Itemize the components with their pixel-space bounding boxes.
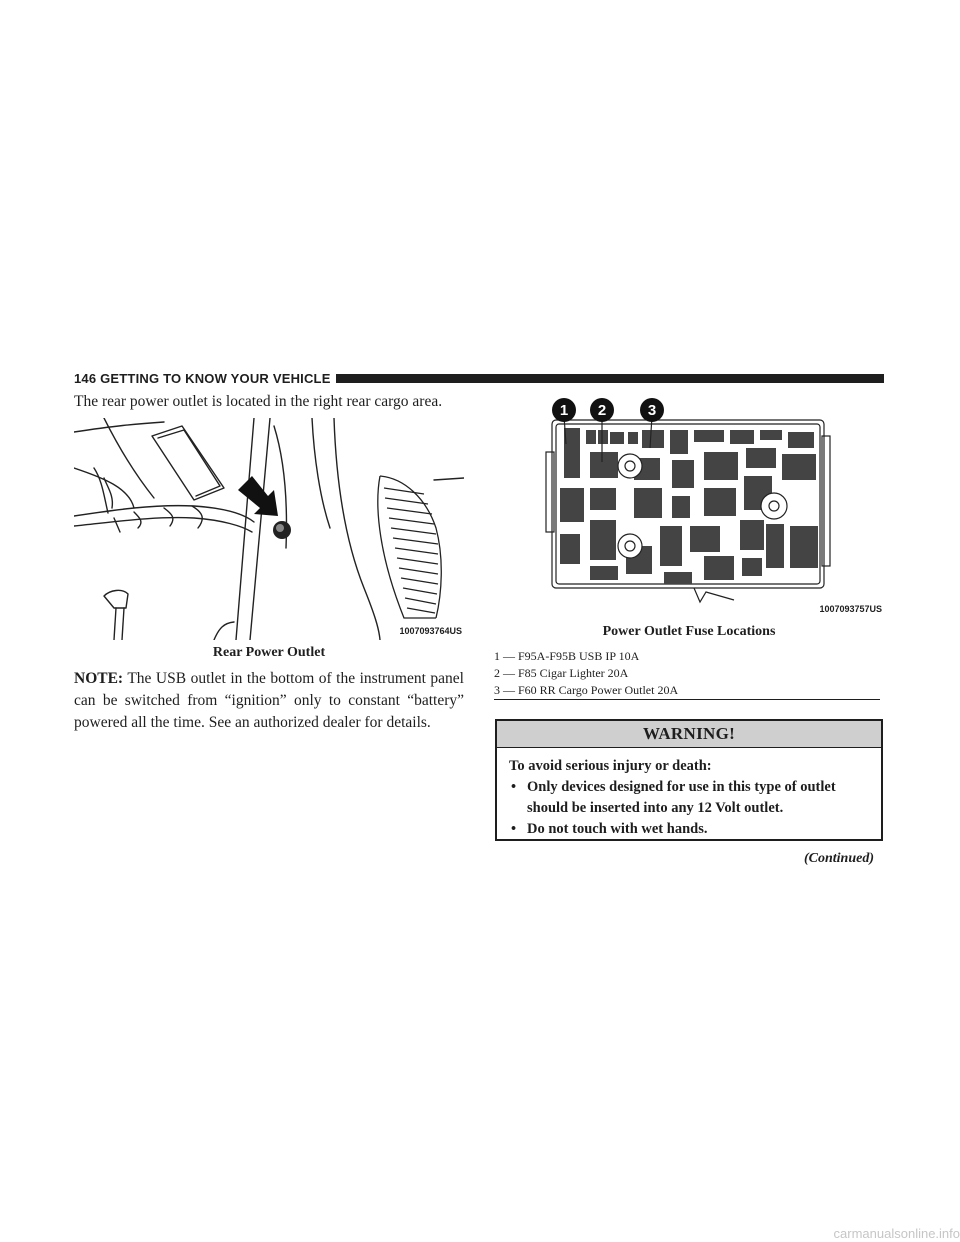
warning-body bbox=[497, 748, 881, 840]
rear-power-outlet-illustration bbox=[74, 418, 464, 640]
note-text: The USB outlet in the bottom of the instrument panel can be switched from “ignition” only to constant “battery” powered all the time. See an authorized dealer for details. bbox=[74, 670, 464, 731]
intro-paragraph: The rear power outlet is located in the right rear cargo area. bbox=[74, 393, 443, 410]
continued-label: (Continued) bbox=[803, 851, 874, 866]
power-outlet-icon bbox=[273, 521, 291, 539]
warning-bullet: • Do not touch with wet hands. bbox=[509, 819, 875, 840]
warning-box bbox=[495, 719, 883, 841]
warning-lead: To avoid serious injury or death: bbox=[509, 758, 712, 774]
svg-text:1: 1 bbox=[559, 402, 569, 419]
warning-title: WARNING! bbox=[497, 721, 881, 748]
page-number-title: 146 GETTING TO KNOW YOUR VEHICLE bbox=[74, 371, 331, 386]
note-label: NOTE: bbox=[74, 670, 124, 687]
page-header bbox=[74, 370, 884, 390]
fuse-box-illustration bbox=[494, 396, 884, 618]
svg-text:3: 3 bbox=[647, 402, 657, 419]
legend-item: 1 — F95A-F95B USB IP 10A bbox=[494, 649, 640, 663]
note-paragraph bbox=[74, 668, 464, 734]
warning-bullet: • Only devices designed for use in this type of outlet should be inserted into any 12 Volt outlet. bbox=[509, 777, 875, 819]
legend-item: 2 — F85 Cigar Lighter 20A bbox=[494, 666, 629, 680]
fuse-legend bbox=[494, 648, 884, 699]
watermark: carmanualsonline.info bbox=[833, 1226, 960, 1241]
figure-code: 1007093764US bbox=[399, 626, 462, 636]
legend-item: 3 — F60 RR Cargo Power Outlet 20A bbox=[494, 683, 679, 697]
figure-caption-rear-outlet: Rear Power Outlet bbox=[212, 645, 326, 660]
header-rule bbox=[336, 374, 884, 383]
figure-caption-fuse-locations: Power Outlet Fuse Locations bbox=[602, 624, 776, 639]
pointer-arrow bbox=[238, 476, 278, 516]
svg-text:2: 2 bbox=[597, 402, 607, 419]
figure-code: 1007093757US bbox=[819, 604, 882, 614]
legend-divider bbox=[494, 699, 880, 700]
